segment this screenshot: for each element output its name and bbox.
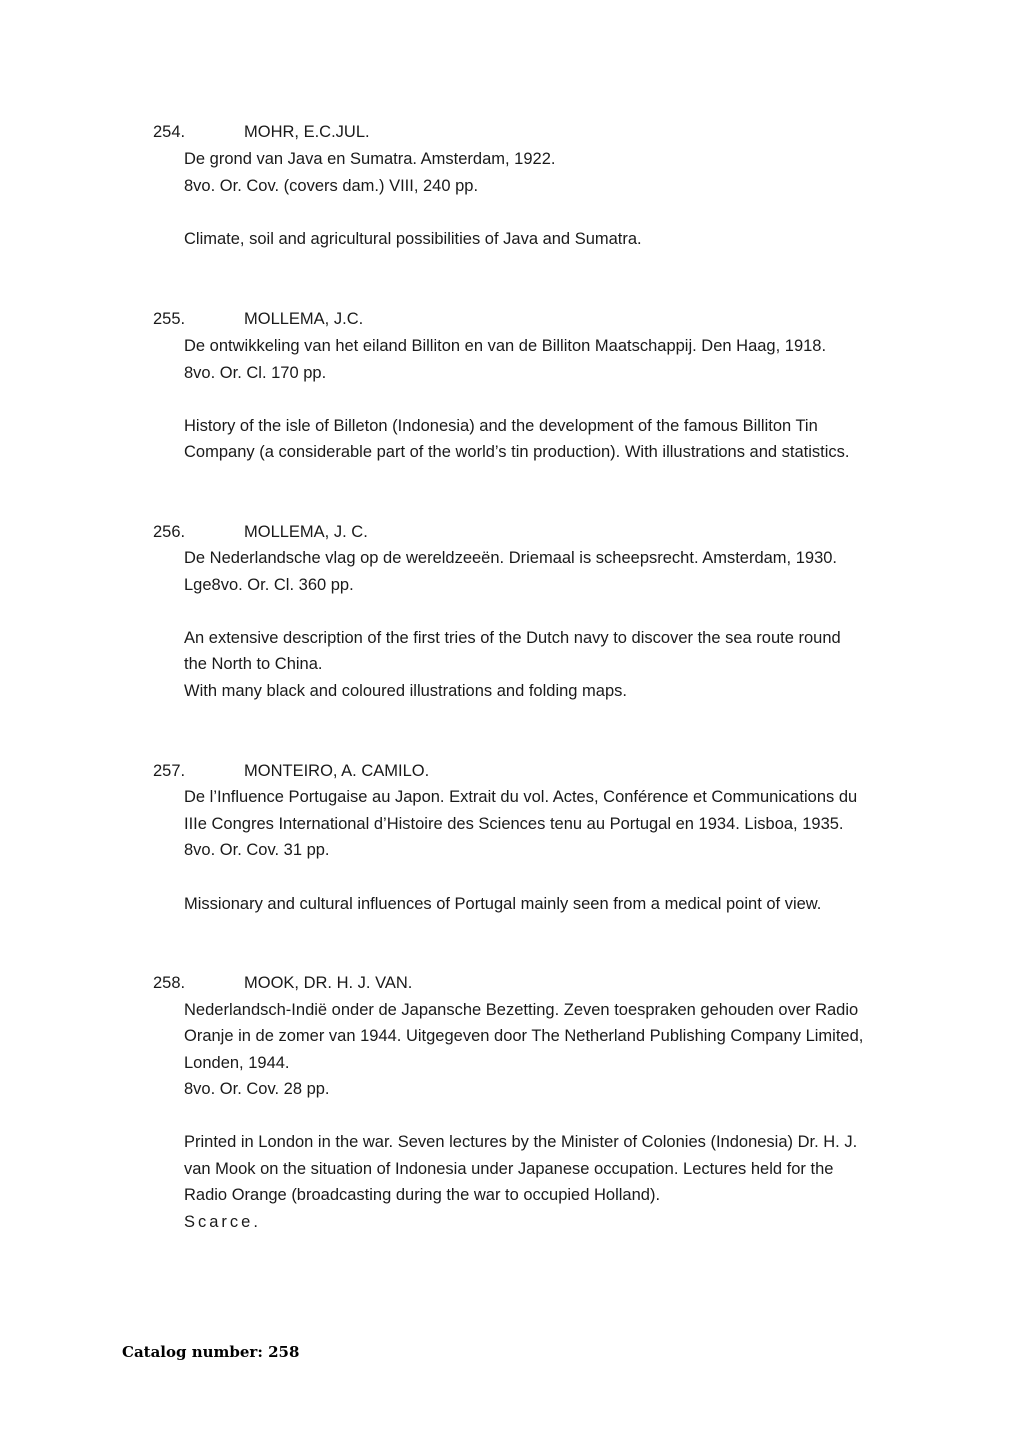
entry-author: MOOK, DR. H. J. VAN. (244, 974, 413, 992)
entry-title: De ontwikkeling van het eiland Billiton en van de Billiton Maatschappij. Den Haag, 1918. (184, 337, 827, 355)
entry-title: IIIe Congres International d’Histoire des Sciences tenu au Portugal en 1934. Lisboa, 1935. (184, 815, 844, 833)
entry-description: Printed in London in the war. Seven lectures by the Minister of Colonies (Indonesia) Dr. H. J. (184, 1133, 858, 1151)
entry-title: Oranje in de zomer van 1944. Uitgegeven door The Netherland Publishing Company Limited, (184, 1027, 864, 1045)
entry-number: 257. (153, 762, 186, 780)
catalog-number-footer: Catalog number: 258 (122, 1343, 300, 1361)
entry-number: 255. (153, 310, 186, 328)
entry-title: Londen, 1944. (184, 1054, 290, 1072)
entry-author: MOHR, E.C.JUL. (244, 123, 370, 141)
entry-author: MOLLEMA, J.C. (244, 310, 364, 328)
entry-format: 8vo. Or. Cl. 170 pp. (184, 364, 327, 382)
entry-description: Climate, soil and agricultural possibilities of Java and Sumatra. (184, 230, 642, 248)
entry-author: MOLLEMA, J. C. (244, 523, 368, 541)
entry-title: De Nederlandsche vlag op de wereldzeeën. Driemaal is scheepsrecht. Amsterdam, 1930. (184, 549, 838, 567)
entry-format: 8vo. Or. Cov. (covers dam.) VIII, 240 pp. (184, 177, 479, 195)
entry-number: 258. (153, 974, 186, 992)
entry-title: De grond van Java en Sumatra. Amsterdam, 1922. (184, 150, 556, 168)
entry-number: 254. (153, 123, 186, 141)
entry-description: Missionary and cultural influences of Portugal mainly seen from a medical point of view. (184, 895, 822, 913)
entry-description: History of the isle of Billeton (Indonesia) and the development of the famous Billiton Tin (184, 417, 818, 435)
entry-description: An extensive description of the first tries of the Dutch navy to discover the sea route round (184, 629, 841, 647)
entry-author: MONTEIRO, A. CAMILO. (244, 762, 430, 780)
entry-format: 8vo. Or. Cov. 31 pp. (184, 841, 330, 859)
entry-format: 8vo. Or. Cov. 28 pp. (184, 1080, 330, 1098)
entry-description: Company (a considerable part of the world’s tin production). With illustrations and statistics. (184, 443, 850, 461)
entry-number: 256. (153, 523, 186, 541)
entry-scarcity-note: Scarce. (184, 1213, 261, 1231)
entry-format: Lge8vo. Or. Cl. 360 pp. (184, 576, 354, 594)
entry-description: van Mook on the situation of Indonesia under Japanese occupation. Lectures held for the (184, 1160, 834, 1178)
entry-title: De l’Influence Portugaise au Japon. Extrait du vol. Actes, Conférence et Communications du (184, 788, 858, 806)
entry-title: Nederlandsch-Indië onder de Japansche Bezetting. Zeven toespraken gehouden over Radio (184, 1001, 859, 1019)
entry-description: With many black and coloured illustrations and folding maps. (184, 682, 627, 700)
entry-description: the North to China. (184, 655, 323, 673)
entry-description: Radio Orange (broadcasting during the war to occupied Holland). (184, 1186, 661, 1204)
